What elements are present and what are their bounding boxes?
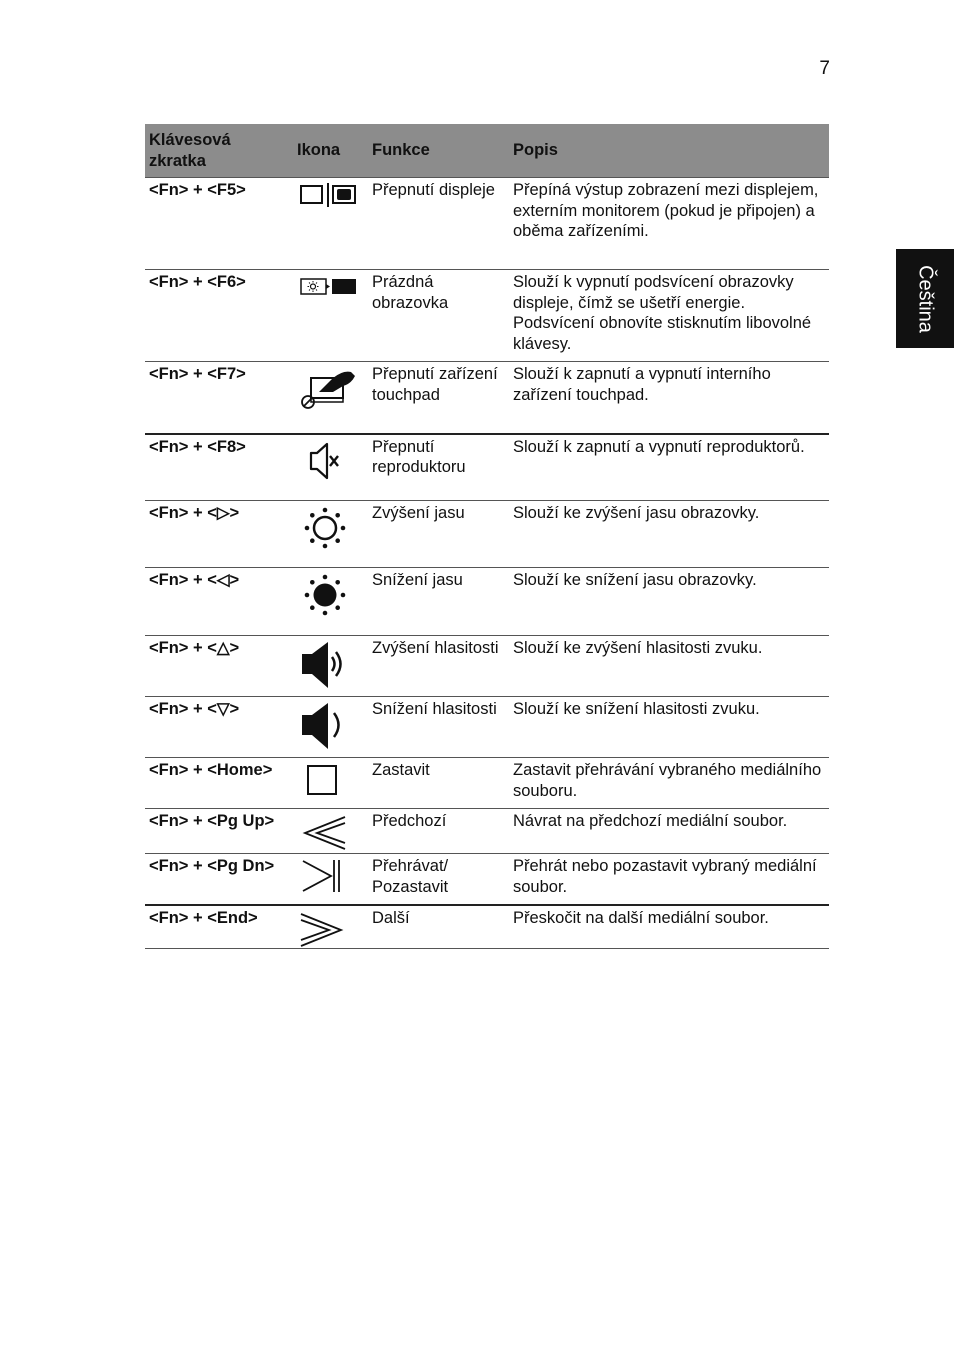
row-function: Předchozí	[368, 809, 509, 854]
display-toggle-icon	[299, 180, 361, 210]
table-row	[145, 809, 829, 854]
next-icon	[299, 908, 361, 948]
table-row	[145, 697, 829, 758]
row-function: Další	[368, 905, 509, 949]
row-key: <Fn> + <Home>	[145, 758, 293, 809]
table-header-row	[145, 124, 829, 178]
row-description: Přeskočit na další mediální soubor.	[509, 905, 829, 949]
header-icon: Ikona	[293, 124, 368, 178]
table-row	[145, 434, 829, 501]
row-function: Zvýšení hlasitosti	[368, 636, 509, 697]
table-row	[145, 905, 829, 949]
row-function: Přepnutí reproduktoru	[368, 434, 509, 501]
row-function: Prázdná obrazovka	[368, 270, 509, 362]
header-function: Funkce	[368, 124, 509, 178]
language-tab-label: Čeština	[914, 264, 937, 333]
row-description: Slouží ke zvýšení hlasitosti zvuku.	[509, 636, 829, 697]
row-description: Přepíná výstup zobrazení mezi displejem, externím monitorem (pokud je připojen) a oběma zařízeními.	[509, 178, 829, 270]
table-row	[145, 636, 829, 697]
row-description: Návrat na předchozí mediální soubor.	[509, 809, 829, 854]
volume-down-icon	[299, 699, 361, 751]
row-key: <Fn> + <F7>	[145, 362, 293, 434]
row-function: Zastavit	[368, 758, 509, 809]
row-key: <Fn> + <▷>	[145, 501, 293, 568]
row-description: Slouží k vypnutí podsvícení obrazovky displeje, čímž se ušetří energie. Podsvícení obnovíte stisknutím libovolné klávesy.	[509, 270, 829, 362]
row-function: Přehrávat/ Pozastavit	[368, 854, 509, 905]
row-function: Snížení jasu	[368, 568, 509, 636]
stop-icon	[299, 760, 361, 796]
play-pause-icon	[299, 856, 361, 896]
row-description: Slouží ke zvýšení jasu obrazovky.	[509, 501, 829, 568]
brightness-up-icon	[299, 503, 361, 553]
header-shortcut: Klávesová zkratka	[145, 124, 293, 178]
row-description: Slouží ke snížení hlasitosti zvuku.	[509, 697, 829, 758]
hotkey-table	[145, 124, 829, 949]
row-key: <Fn> + <△>	[145, 636, 293, 697]
table-row	[145, 270, 829, 362]
table-row	[145, 854, 829, 905]
row-function: Přepnutí zařízení touchpad	[368, 362, 509, 434]
row-function: Zvýšení jasu	[368, 501, 509, 568]
row-function: Snížení hlasitosti	[368, 697, 509, 758]
row-description: Slouží k zapnutí a vypnutí reproduktorů.	[509, 434, 829, 501]
row-key: <Fn> + <End>	[145, 905, 293, 949]
table-row	[145, 362, 829, 434]
row-description: Přehrát nebo pozastavit vybraný mediální soubor.	[509, 854, 829, 905]
touchpad-toggle-icon	[299, 364, 361, 410]
row-description: Slouží k zapnutí a vypnutí interního zařízení touchpad.	[509, 362, 829, 434]
table-row	[145, 178, 829, 270]
table-row	[145, 568, 829, 636]
row-key: <Fn> + <F8>	[145, 434, 293, 501]
previous-icon	[299, 811, 361, 851]
header-description: Popis	[509, 124, 829, 178]
table-row	[145, 501, 829, 568]
volume-up-icon	[299, 638, 361, 690]
speaker-mute-icon	[299, 437, 361, 483]
screen-blank-icon	[299, 272, 361, 302]
table-row	[145, 758, 829, 809]
row-key: <Fn> + <◁>	[145, 568, 293, 636]
brightness-down-icon	[299, 570, 361, 620]
row-key: <Fn> + <Pg Up>	[145, 809, 293, 854]
row-key: <Fn> + <Pg Dn>	[145, 854, 293, 905]
page-number: 7	[819, 58, 830, 79]
row-function: Přepnutí displeje	[368, 178, 509, 270]
row-key: <Fn> + <F5>	[145, 178, 293, 270]
row-description: Slouží ke snížení jasu obrazovky.	[509, 568, 829, 636]
row-key: <Fn> + <▽>	[145, 697, 293, 758]
row-key: <Fn> + <F6>	[145, 270, 293, 362]
row-description: Zastavit přehrávání vybraného mediálního souboru.	[509, 758, 829, 809]
language-tab	[896, 249, 954, 348]
